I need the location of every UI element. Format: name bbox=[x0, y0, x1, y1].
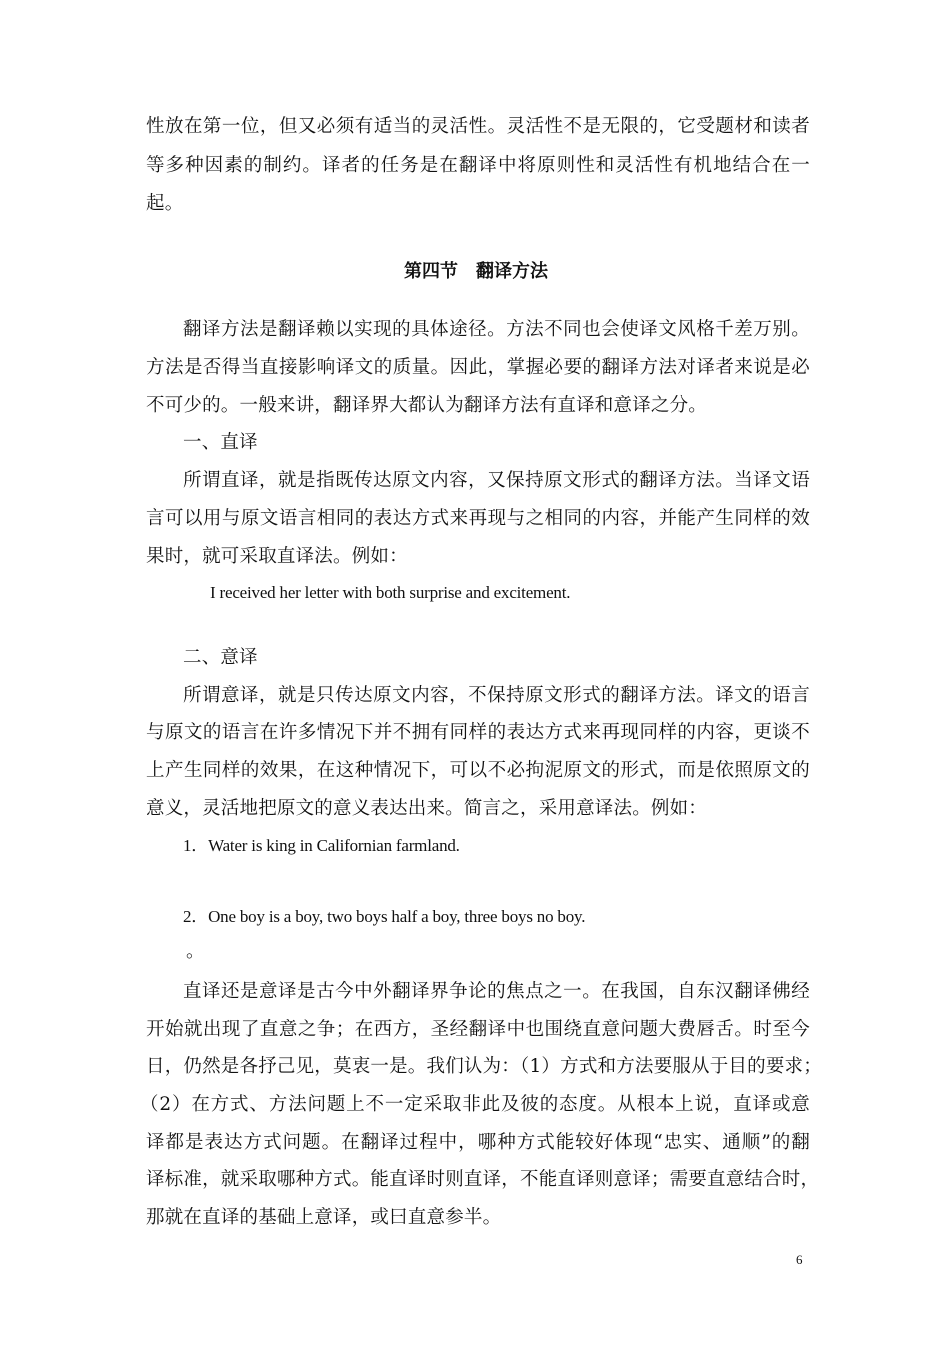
page-number: 6 bbox=[796, 1252, 803, 1267]
intro-line-2: 等多种因素的制约。译者的任务是在翻译中将原则性和灵活性有机地结合在一 bbox=[146, 155, 810, 176]
free-example-2: 2．One boy is a boy, two boys half a boy, three boys no boy. bbox=[183, 907, 586, 926]
method-paragraph-line-1: 翻译方法是翻译赖以实现的具体途径。方法不同也会使译文风格千差万别。 bbox=[183, 319, 810, 340]
method-paragraph-line-2: 方法是否得当直接影响译文的质量。因此，掌握必要的翻译方法对译者来说是必 bbox=[146, 357, 810, 378]
literal-paragraph-line-3: 果时，就可采取直译法。例如： bbox=[146, 546, 408, 567]
conclusion-line-4: （2）在方式、方法问题上不一定采取非此及彼的态度。从根本上说，直译或意 bbox=[140, 1094, 810, 1115]
intro-line-3: 起。 bbox=[146, 193, 184, 214]
literal-heading: 一、直译 bbox=[183, 432, 258, 453]
literal-example: I received her letter with both surprise and excitement. bbox=[210, 583, 571, 602]
conclusion-line-6: 译标准，就采取哪种方式。能直译时则直译，不能直译则意译；需要直意结合时， bbox=[146, 1169, 820, 1190]
conclusion-line-7: 那就在直译的基础上意译，或曰直意参半。 bbox=[146, 1207, 502, 1228]
conclusion-line-1: 直译还是意译是古今中外翻译界争论的焦点之一。在我国，自东汉翻译佛经 bbox=[183, 981, 810, 1002]
intro-line-1: 性放在第一位，但又必须有适当的灵活性。灵活性不是无限的，它受题材和读者 bbox=[146, 116, 810, 137]
section-title: 第四节 翻译方法 bbox=[404, 261, 548, 282]
conclusion-line-5: 译都是表达方式问题。在翻译过程中，哪种方式能较好体现“忠实、通顺”的翻 bbox=[146, 1132, 810, 1153]
conclusion-line-3: 日，仍然是各抒己见，莫衷一是。我们认为：（1）方式和方法要服从于目的要求； bbox=[146, 1056, 822, 1077]
free-paragraph-line-1: 所谓意译，就是只传达原文内容，不保持原文形式的翻译方法。译文的语言 bbox=[183, 685, 810, 706]
free-paragraph-line-3: 上产生同样的效果，在这种情况下，可以不必拘泥原文的形式，而是依照原文的 bbox=[146, 760, 810, 781]
free-heading: 二、意译 bbox=[183, 647, 258, 668]
literal-paragraph-line-2: 言可以用与原文语言相同的表达方式来再现与之相同的内容，并能产生同样的效 bbox=[146, 508, 810, 529]
stray-punctuation: 。 bbox=[186, 941, 205, 962]
free-example-1: 1．Water is king in Californian farmland. bbox=[183, 836, 460, 855]
literal-paragraph-line-1: 所谓直译，就是指既传达原文内容，又保持原文形式的翻译方法。当译文语 bbox=[183, 470, 810, 491]
free-paragraph-line-2: 与原文的语言在许多情况下并不拥有同样的表达方式来再现同样的内容，更谈不 bbox=[146, 722, 810, 743]
free-paragraph-line-4: 意义，灵活地把原文的意义表达出来。简言之，采用意译法。例如： bbox=[146, 798, 708, 819]
conclusion-line-2: 开始就出现了直意之争；在西方，圣经翻译中也围绕直意问题大费唇舌。时至今 bbox=[146, 1019, 810, 1040]
method-paragraph-line-3: 不可少的。一般来讲，翻译界大都认为翻译方法有直译和意译之分。 bbox=[146, 395, 708, 416]
